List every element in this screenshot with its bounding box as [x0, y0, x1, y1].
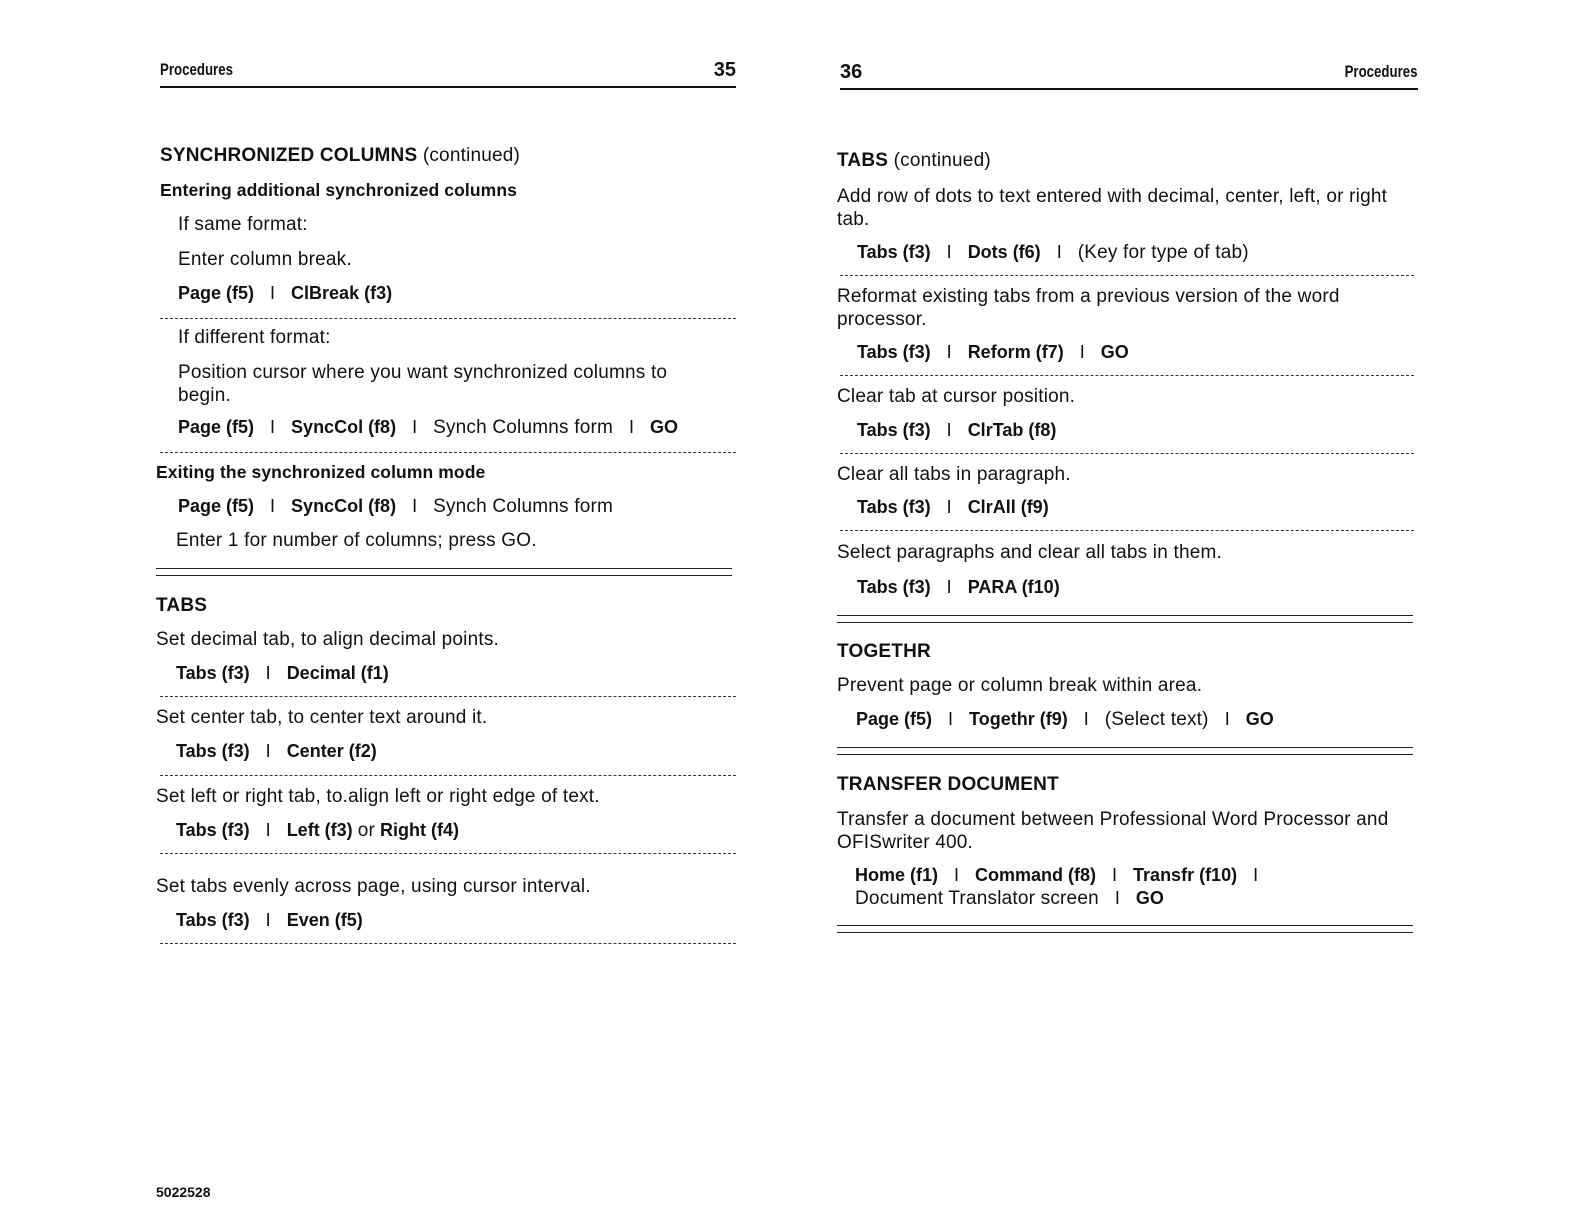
key-sequence — [178, 417, 678, 439]
key-label: Transfr (f10) — [1133, 865, 1238, 885]
dashed-divider — [840, 375, 1414, 376]
key-label: Page (f5) — [178, 417, 255, 437]
continued-label: (continued) — [893, 150, 991, 171]
text-set-left-right: Set left or right tab, to.align left or right edge of text. — [156, 786, 600, 807]
key-label: Tabs (f3) — [176, 820, 250, 840]
page-number: 36 — [840, 61, 863, 83]
separator: I — [946, 577, 952, 597]
document-code: 5022528 — [156, 1184, 211, 1200]
separator: I — [265, 820, 271, 840]
key-label: Command (f8) — [975, 865, 1097, 885]
separator: I — [412, 417, 418, 437]
separator: I — [946, 497, 952, 517]
key-label: Reform (f7) — [967, 342, 1064, 362]
key-label: Page (f5) — [178, 283, 255, 303]
key-label: GO — [1100, 342, 1129, 362]
heading-text: SYNCHRONIZED COLUMNS — [160, 145, 418, 166]
separator: I — [1083, 709, 1089, 729]
subheading-exiting: Exiting the synchronized column mode — [156, 462, 486, 482]
key-label: Tabs (f3) — [857, 497, 931, 517]
key-label: Togethr (f9) — [969, 709, 1068, 729]
section-heading-tabs: TABS — [156, 595, 208, 616]
key-sequence — [178, 496, 613, 518]
text-set-even: Set tabs evenly across page, using cursor interval. — [156, 876, 591, 897]
separator: I — [1056, 242, 1062, 262]
form-label: Synch Columns form — [433, 496, 614, 517]
dashed-divider — [160, 696, 736, 697]
key-label: Left (f3) — [286, 820, 353, 840]
separator: I — [946, 342, 952, 362]
separator: I — [270, 496, 276, 516]
key-sequence — [855, 864, 1375, 910]
dashed-divider — [840, 275, 1414, 276]
key-label: Right (f4) — [380, 820, 459, 840]
key-sequence — [857, 242, 1249, 264]
separator: I — [270, 417, 276, 437]
section-heading-transfer: TRANSFER DOCUMENT — [837, 774, 1059, 795]
text-set-decimal: Set decimal tab, to align decimal points. — [156, 629, 499, 650]
key-sequence — [857, 342, 1129, 363]
header-title: Procedures — [160, 60, 233, 79]
key-sequence — [178, 283, 392, 304]
dashed-divider — [160, 943, 736, 944]
text-prevent-break: Prevent page or column break within area. — [837, 675, 1203, 696]
separator: I — [412, 496, 418, 516]
key-sequence — [857, 577, 1060, 598]
separator: I — [1253, 865, 1259, 885]
section-heading-sync — [160, 145, 520, 167]
double-rule — [837, 925, 1413, 933]
key-label: Home (f1) — [855, 865, 939, 885]
text-add-dots: Add row of dots to text entered with decimal, center, left, or right tab. — [837, 186, 1388, 230]
key-label: Tabs (f3) — [176, 910, 250, 930]
key-label: Page (f5) — [856, 709, 933, 729]
key-label: ClrAll (f9) — [967, 497, 1049, 517]
key-label: SyncCol (f8) — [291, 417, 397, 437]
text-enter-one: Enter 1 for number of columns; press GO. — [176, 530, 537, 551]
key-label: Tabs (f3) — [857, 342, 931, 362]
header-title: Procedures — [1345, 62, 1418, 81]
key-label: Dots (f6) — [967, 242, 1041, 262]
separator: I — [946, 242, 952, 262]
section-heading-togethr: TOGETHR — [837, 641, 931, 662]
separator: I — [1112, 865, 1118, 885]
or-label: or — [357, 820, 375, 841]
page-header — [160, 58, 736, 88]
dashed-divider — [160, 452, 736, 453]
key-label: Tabs (f3) — [857, 420, 931, 440]
dashed-divider — [840, 530, 1414, 531]
left-page — [156, 0, 736, 1224]
heading-text: TABS — [837, 150, 889, 171]
text-position-cursor: Position cursor where you want synchronized columns to begin. — [178, 362, 668, 406]
key-sequence — [857, 497, 1049, 518]
right-page — [837, 0, 1418, 1224]
key-sequence — [176, 910, 363, 931]
separator: I — [265, 741, 271, 761]
dashed-divider — [160, 775, 736, 776]
key-label: GO — [650, 417, 679, 437]
key-sequence — [857, 420, 1056, 441]
separator: I — [1079, 342, 1085, 362]
key-label: Tabs (f3) — [857, 577, 931, 597]
key-label: GO — [1135, 888, 1164, 908]
page-header — [840, 60, 1418, 90]
key-label: Center (f2) — [286, 741, 377, 761]
key-sequence — [176, 820, 459, 842]
text-reformat: Reformat existing tabs from a previous version of the word processor. — [837, 286, 1340, 330]
key-label: Decimal (f1) — [286, 663, 389, 683]
separator: I — [629, 417, 635, 437]
subheading-entering: Entering additional synchronized columns — [160, 180, 517, 200]
key-sequence — [176, 741, 377, 762]
dashed-divider — [840, 453, 1414, 454]
key-sequence — [856, 709, 1274, 731]
double-rule — [837, 747, 1413, 755]
separator: I — [265, 910, 271, 930]
text-transfer: Transfer a document between Professional Word Processor and OFISwriter 400. — [837, 809, 1389, 853]
separator: I — [946, 420, 952, 440]
separator: I — [954, 865, 960, 885]
text-clear-tab: Clear tab at cursor position. — [837, 386, 1076, 407]
text-enter-break: Enter column break. — [178, 249, 352, 270]
key-label: Tabs (f3) — [176, 663, 250, 683]
key-label: Tabs (f3) — [176, 741, 250, 761]
key-label: Page (f5) — [178, 496, 255, 516]
section-heading-tabs-cont — [837, 150, 991, 172]
key-note: (Key for type of tab) — [1077, 242, 1249, 263]
page-number: 35 — [713, 59, 736, 81]
key-label: Even (f5) — [286, 910, 363, 930]
text-different-format: If different format: — [178, 327, 331, 348]
double-rule — [837, 615, 1413, 623]
separator: I — [1114, 888, 1120, 908]
key-sequence — [176, 663, 389, 684]
separator: I — [265, 663, 271, 683]
key-label: ClBreak (f3) — [291, 283, 393, 303]
separator: I — [948, 709, 954, 729]
text-clear-all: Clear all tabs in paragraph. — [837, 464, 1071, 485]
dashed-divider — [160, 318, 736, 319]
text-set-center: Set center tab, to center text around it. — [156, 707, 488, 728]
key-note: (Select text) — [1104, 709, 1209, 730]
form-label: Synch Columns form — [433, 417, 614, 438]
dashed-divider — [160, 853, 736, 854]
key-label: GO — [1245, 709, 1274, 729]
key-label: ClrTab (f8) — [967, 420, 1057, 440]
continued-label: (continued) — [422, 145, 521, 166]
key-label: Tabs (f3) — [857, 242, 931, 262]
text-select-paras: Select paragraphs and clear all tabs in them. — [837, 542, 1222, 563]
key-label: SyncCol (f8) — [291, 496, 397, 516]
double-rule — [156, 568, 732, 576]
separator: I — [270, 283, 276, 303]
separator: I — [1224, 709, 1230, 729]
screen-label: Document Translator screen — [855, 888, 1099, 909]
text-same-format: If same format: — [178, 214, 308, 235]
key-label: PARA (f10) — [967, 577, 1060, 597]
